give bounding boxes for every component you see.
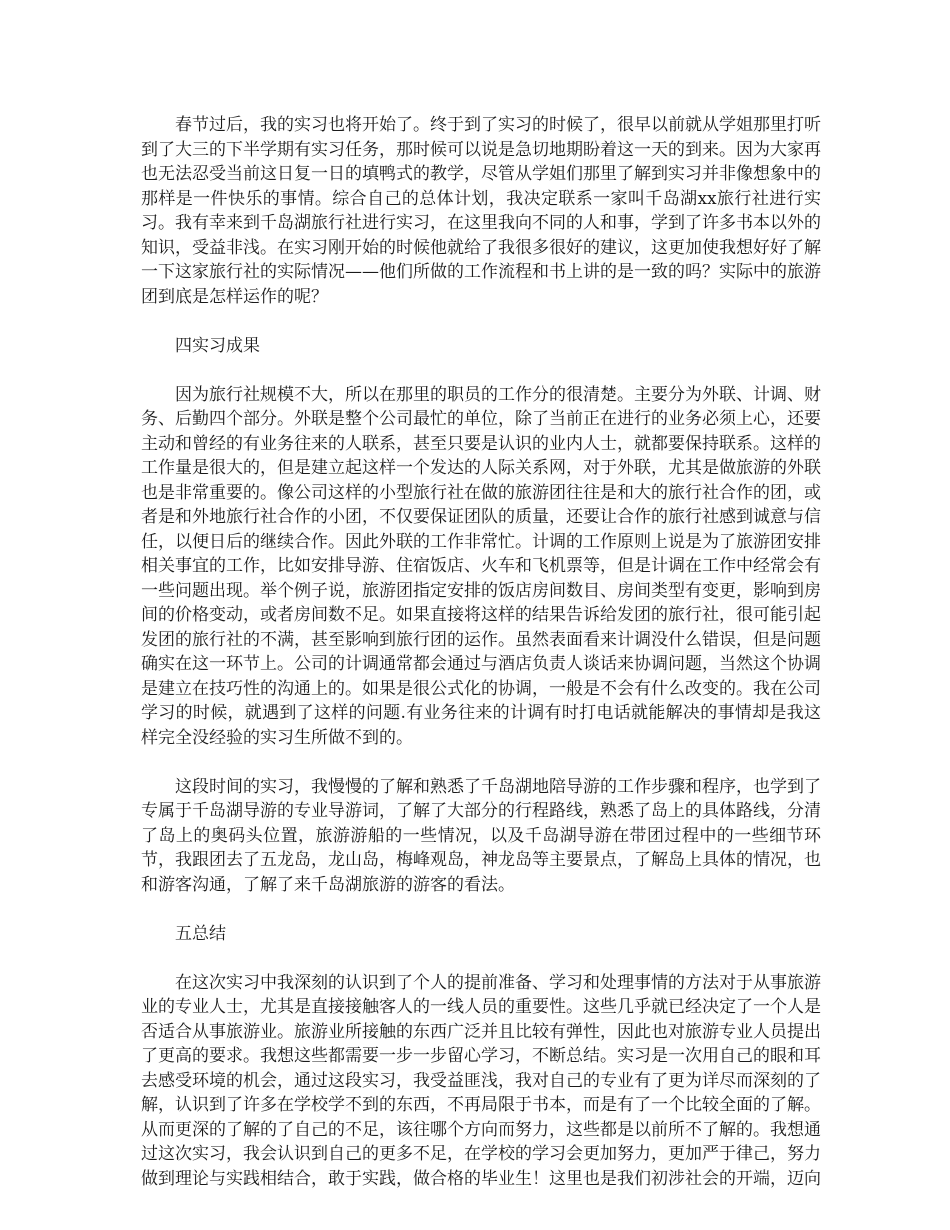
paragraph-spacer bbox=[141, 946, 821, 971]
paragraph-agency-departments: 因为旅行社规模不大，所以在那里的职员的工作分的很清楚。主要分为外联、计调、财务、后勤四个部分。外联是整个公司最忙的单位，除了当前正在进行的业务必须上心，还要主动和曾经的有业务往来的人联系，甚至只要是认识的业内人士，就都要保持联系。这样的工作量是很大的，但是建立起这样一个发达的人际关系网，对于外联，尤其是做旅游的外联也是非常重要的。像公司这样的小型旅行社在做的旅游团往往是和大的旅行社合作的团，或者是和外地旅行社合作的小团，不仅要保证团队的质量，还要让合作的旅行社感到诚意与信任，以便日后的继续合作。因此外联的工作非常忙。计调的工作原则上说是为了旅游团安排相关事宜的工作，比如安排导游、住宿饭店、火车和飞机票等，但是计调在工作中经常会有一些问题出现。举个例子说，旅游团指定安排的饭店房间数目、房间类型有变更，影响到房间的价格变动，或者房间数不足。如果直接将这样的结果告诉给发团的旅行社，很可能引起发团的旅行社的不满，甚至影响到旅行团的运作。虽然表面看来计调没什么错误，但是问题确实在这一环节上。公司的计调通常都会通过与酒店负责人谈话来协调问题，当然这个协调是建立在技巧性的沟通上的。如果是很公式化的协调，一般是不会有什么改变的。我在公司学习的时候，就遇到了这样的问题.有业务往来的计调有时打电话就能解决的事情却是我这样完全没经验的实习生所做不到的。 bbox=[141, 384, 821, 748]
paragraph-summary: 在这次实习中我深刻的认识到了个人的提前准备、学习和处理事情的方法对于从事旅游业的专业人士，尤其是直接接触客人的一线人员的重要性。这些几乎就已经决定了一个人是否适合从事旅游业。旅游业所接触的东西广泛并且比较有弹性，因此也对旅游专业人员提出了更高的要求。我想这些都需要一步一步留心学习，不断总结。实习是一次用自己的眼和耳去感受环境的机会，通过这段实习，我受益匪浅，我对自己的专业有了更为详尽而深刻的了解，认识到了许多在学校学不到的东西，不再局限于书本，而是有了一个比较全面的了解。从而更深的了解的了自己的不足，该往哪个方向而努力，这些都是以前所不了解的。我想通过这次实习，我会认识到自己的更多不足，在学校的学习会更加努力，更加严于律己，努力做到理论与实践相结合，敢于实践，做合格的毕业生！这里也是我们初涉社会的开端，迈向 bbox=[141, 972, 821, 1189]
paragraph-spacer bbox=[141, 309, 821, 334]
paragraph-spacer bbox=[141, 897, 821, 922]
section-heading-summary: 五总结 bbox=[175, 923, 226, 944]
paragraph-spacer bbox=[141, 358, 821, 383]
paragraph-internship-start: 春节过后，我的实习也将开始了。终于到了实习的时候了，很早以前就从学姐那里打听到了大三的下半学期有实习任务，那时候可以说是急切地期盼着这一天的到来。因为大家再也无法忍受当前这日复一日的填鸭式的教学，尽管从学姐们那里了解到实习并非像想象中的那样是一件快乐的事情。综合自己的总体计划，我决定联系一家叫千岛湖xx旅行社进行实习。我有幸来到千岛湖旅行社进行实习，在这里我向不同的人和事，学到了许多书本以外的知识，受益非浅。在实习刚开始的时候他就给了我很多很好的建议，这更加使我想好好了解一下这家旅行社的实际情况——他们所做的工作流程和书上讲的是一致的吗？实际中的旅游团到底是怎样运作的呢？ bbox=[141, 115, 821, 307]
section-heading-results: 四实习成果 bbox=[175, 335, 260, 356]
document-body bbox=[141, 113, 821, 1191]
paragraph-spacer bbox=[141, 750, 821, 775]
paragraph-guide-learning: 这段时间的实习，我慢慢的了解和熟悉了千岛湖地陪导游的工作步骤和程序，也学到了专属于千岛湖导游的专业导游词，了解了大部分的行程路线，熟悉了岛上的具体路线，分清了岛上的奥码头位置，旅游游船的一些情况，以及千岛湖导游在带团过程中的一些细节环节，我跟团去了五龙岛，龙山岛，梅峰观岛，神龙岛等主要景点，了解岛上具体的情况，也和游客沟通，了解了来千岛湖旅游的游客的看法。 bbox=[141, 776, 821, 895]
